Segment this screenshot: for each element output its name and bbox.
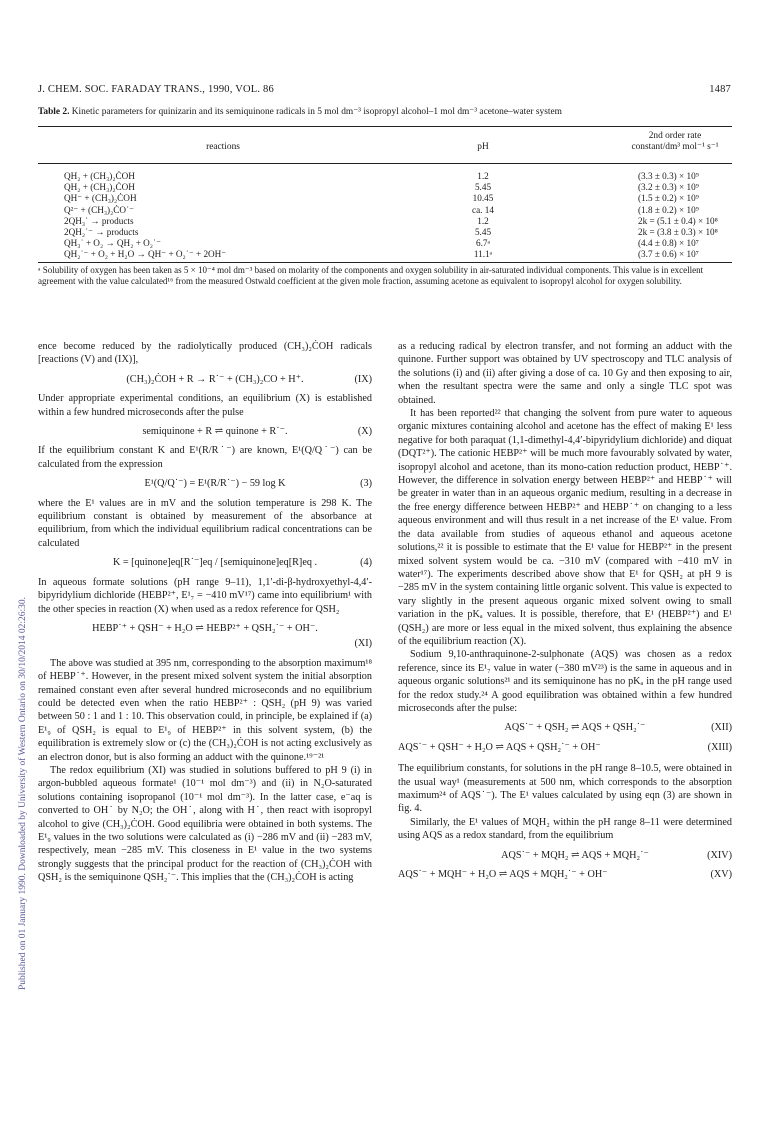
- equation-xiv: AQS˙⁻ + MQH₂ ⇌ AQS + MQH₂˙⁻ (XIV): [501, 849, 732, 861]
- table-header-rule: [38, 163, 732, 164]
- paragraph: The equilibrium constants, for solutions in the pH range 8–10.5, were obtained in the usual way¹ (measurements at 500 nm, which corresponds to the absorption maximum²⁴ of AQS˙⁻). The E¹ values calculated by using eqn (3) are shown in fig. 4.: [398, 763, 732, 815]
- left-column: [38, 340, 372, 885]
- paragraph: where the E¹ values are in mV and the solution temperature is 298 K. The equilibrium constant is obtained by measurement of the absorbance at equilibrium, from which the individual equilibrium radical concentrations can be calculated: [38, 497, 372, 549]
- table-caption-text: Kinetic parameters for quinizarin and its semiquinone radicals in 5 mol dm⁻³ isopropyl alcohol–1 mol dm⁻³ acetone–water system: [69, 107, 562, 117]
- header-rate-unit: constant/dm³ mol⁻¹ s⁻¹: [631, 142, 719, 152]
- download-watermark: Published on 01 January 1990. Downloaded by University of Western Ontario on 30/10/2014 02:26:30.: [18, 596, 28, 990]
- paragraph: It has been reported²² that changing the solvent from pure water to aqueous organic mixtures containing alcohol and acetone has the effect of making E¹ less negative for both paraquat (1,1-dimethyl-4,4′-bipyridylium dichloride) and diquat (DQT²⁺). The cationic HEBP²⁺ will be much more favourably solvated by water, isopropyl alcohol and acetone, than its mono-cation reduction product, HEBP˙⁺. However, the difference in solvation energy between HEBP²⁺ and HEBP˙⁺ will be greater in water than in an aqueous organic medium, resulting in a decrease in the free energy difference between HEBP²⁺ and HEBP˙⁺ on changing to a less aqueous environment and will thus result in a net increase of the E¹ value. From the data available from studies of aqueous ethanol and aqueous acetone solutions,²² it is possible to estimate that the E¹ value for HEBP²⁺ in the present mixed solvent system would be ca. −310 mV (compared with −410 mV in water¹⁷). The experiments described above show that E¹ for QSH₂ at pH 9 is −285 mV in the system containing little organic solvent. This value is expected to vary slightly in the present aqueous organic mixed solvent owing to small variation in the pKₐ values. It is possible, therefore, that E¹ (HEBP²⁺) and E¹ (QSH₂) are more or less equal in the mixed solvent, thus explaining the absence of the equilibrium reaction (X).: [398, 408, 732, 647]
- table-caption: [38, 106, 738, 117]
- paragraph: The above was studied at 395 nm, corresponding to the absorption maximum¹⁸ of HEBP˙⁺. However, in the present mixed solvent system the initial absorption remained constant even after several hundred microseconds and no equilibrium could be detected even when the ratio HEBP²⁺ : QSH₂ (pH 9) was varied between 50 : 1 and 1 : 10. This observation could, in principle, be explained if (a) E¹₉ of QSH₂ is equal to E¹₉ of HEBP²⁺ in this solvent system, (b) the equilibration is extremely slow or (c) the (CH₃)₂ĊOH is not acting exclusively as an electron donor, but is also forming an adduct with the quinone.¹⁹⁻²¹: [38, 657, 372, 763]
- table-body: [38, 171, 732, 261]
- paragraph: Similarly, the E¹ values of MQH₂ within the pH range 8–11 were determined using AQS as a redox standard, from the equilibrium: [398, 816, 732, 842]
- table-row: QH⁻ + (CH₃)₂ĊOH 10.45 (1.5 ± 0.2) × 10⁹: [64, 193, 699, 204]
- page-number: 1487: [709, 84, 731, 95]
- table-row: Q²⁻ + (CH₃)₂ĊO˙⁻ ca. 14 (1.8 ± 0.2) × 10⁹: [64, 204, 699, 215]
- equation-x: semiquinone + R ⇌ quinone + R˙⁻. (X): [142, 426, 372, 438]
- equation-xi-number: (XI): [354, 638, 372, 650]
- paragraph: The redox equilibrium (XI) was studied in solutions buffered to pH 9 (i) in argon-bubbled aqueous formate¹ (10⁻¹ mol dm⁻³) and (ii) in N₂O-saturated solutions containing isopropanol (10⁻¹ mol dm⁻³). In the latter case, e⁻aq is converted to OH˙ by N₂O; the OH˙, along with H˙, then react with isopropyl alcohol to give (CH₃)₂ĊOH. Good equilibria were obtained in both systems. The E¹₉ values in the two solutions were calculated as (i) −286 mV and (ii) −283 mV, respectively, mean −285 mV. This closeness in E¹ value in the two systems strongly suggests that the principal product for the reaction of (CH₃)₂ĊOH with QSH₂ is the semiquinone QSH₂˙⁻. This implies that the (CH₃)₂ĊOH is acting: [38, 764, 372, 884]
- table-row: QH₃˙ + O₂ → QH₂ + O₂˙⁻ 6.7ᵃ (4.4 ± 0.8) × 10⁷: [64, 238, 699, 249]
- table-top-rule: [38, 126, 732, 127]
- journal-reference: J. CHEM. SOC. FARADAY TRANS., 1990, VOL. 86: [38, 84, 274, 95]
- table-header: [38, 131, 732, 152]
- table-bottom-rule: [38, 262, 732, 263]
- equation-xiii: AQS˙⁻ + QSH⁻ + H₂O ⇌ AQS + QSH₂˙⁻ + OH⁻ (XIII): [398, 741, 732, 753]
- table-footnote: ᵃ Solubility of oxygen has been taken as 5 × 10⁻⁴ mol dm⁻³ based on molarity of the components and oxygen solubility in air-saturated individual components. This value is in excellent agreement with the value calculated¹⁶ from the measured Ostwald coefficient at the given mole fraction, assuming acetone as equivalent to isopropyl alcohol for oxygen solubility.: [38, 265, 704, 286]
- equation-3: E¹(Q/Q˙⁻) = E¹(R/R˙⁻) − 59 log K (3): [144, 478, 372, 490]
- paragraph: as a reducing radical by electron transfer, and not forming an adduct with the quinone. Further support was obtained by UV spectroscopy and TLC analysis of the solutions (i) and (ii) after giving a dose of ca. 10 Gy and then exposing to air, when the resultant spectra were the same and only a single TLC spot was obtained.: [398, 341, 732, 406]
- table-row: QH₂ + (CH₃)₂ĊOH 5.45 (3.2 ± 0.3) × 10⁹: [64, 182, 699, 193]
- equation-xi: HEBP˙⁺ + QSH⁻ + H₂O ⇌ HEBP²⁺ + QSH₂˙⁻ + OH⁻.: [92, 622, 318, 634]
- header-ph: pH: [477, 142, 489, 152]
- table-row: QH₂˙⁻ + O₂ + H₂O → QH⁻ + O₂˙⁻ + 2OH⁻ 11.1ᵃ (3.7 ± 0.6) × 10⁷: [64, 249, 699, 260]
- right-column: [398, 340, 732, 887]
- table-label: Table 2.: [38, 107, 70, 117]
- header-rate: 2nd order rate: [648, 131, 702, 141]
- equation-xii: AQS˙⁻ + QSH₂ ⇌ AQS + QSH₂˙⁻ (XII): [504, 722, 732, 734]
- paragraph: Sodium 9,10-anthraquinone-2-sulphonate (AQS) was chosen as a redox reference, since its E¹₇ value in water (−380 mV²³) is the same in aqueous and in aqueous organic solutions²¹ and its semiquinone has no pKₐ in the pH range used for the redox study.²⁴ A good equilibration was obtained within a few hundred microseconds after the pulse:: [398, 649, 732, 714]
- equation-ix: (CH₃)₂ĊOH + R → R˙⁻ + (CH₃)₂CO + H⁺. (IX): [126, 373, 372, 385]
- running-header: [38, 84, 731, 95]
- equation-xv: AQS˙⁻ + MQH⁻ + H₂O ⇌ AQS + MQH₂˙⁻ + OH⁻ (XV): [398, 869, 732, 881]
- table-row: 2QH₂˙⁻ → products 5.45 2k = (3.8 ± 0.3) × 10⁸: [64, 227, 718, 238]
- paragraph: If the equilibrium constant K and E¹(R/R˙⁻) are known, E¹(Q/Q˙⁻) can be calculated from the expression: [38, 445, 372, 470]
- equation-4: K = [quinone]eq[R˙⁻]eq / [semiquinone]eq[R]eq . (4): [112, 557, 372, 569]
- paragraph: Under appropriate experimental conditions, an equilibrium (X) is established within a few hundred microseconds after the pulse: [38, 393, 372, 418]
- table-row: 2QH₃˙ → products 1.2 2k = (5.1 ± 0.4) × 10⁸: [64, 215, 718, 226]
- paragraph: In aqueous formate solutions (pH range 9–11), 1,1′-di-β-hydroxyethyl-4,4′-bipyridylium dichloride (HEBP²⁺, E¹₇ = −410 mV¹⁷) came into equilibrium¹ with the other species in reaction (X) when used as a redox reference for QSH₂: [38, 576, 372, 615]
- header-reactions: reactions: [206, 142, 240, 152]
- paragraph: ence become reduced by the radiolytically produced (CH₃)₂ĊOH radicals [reactions (V) and (IX)],: [38, 341, 372, 366]
- table-row: QH₂ + (CH₃)₂ĊOH 1.2 (3.3 ± 0.3) × 10⁹: [64, 171, 699, 181]
